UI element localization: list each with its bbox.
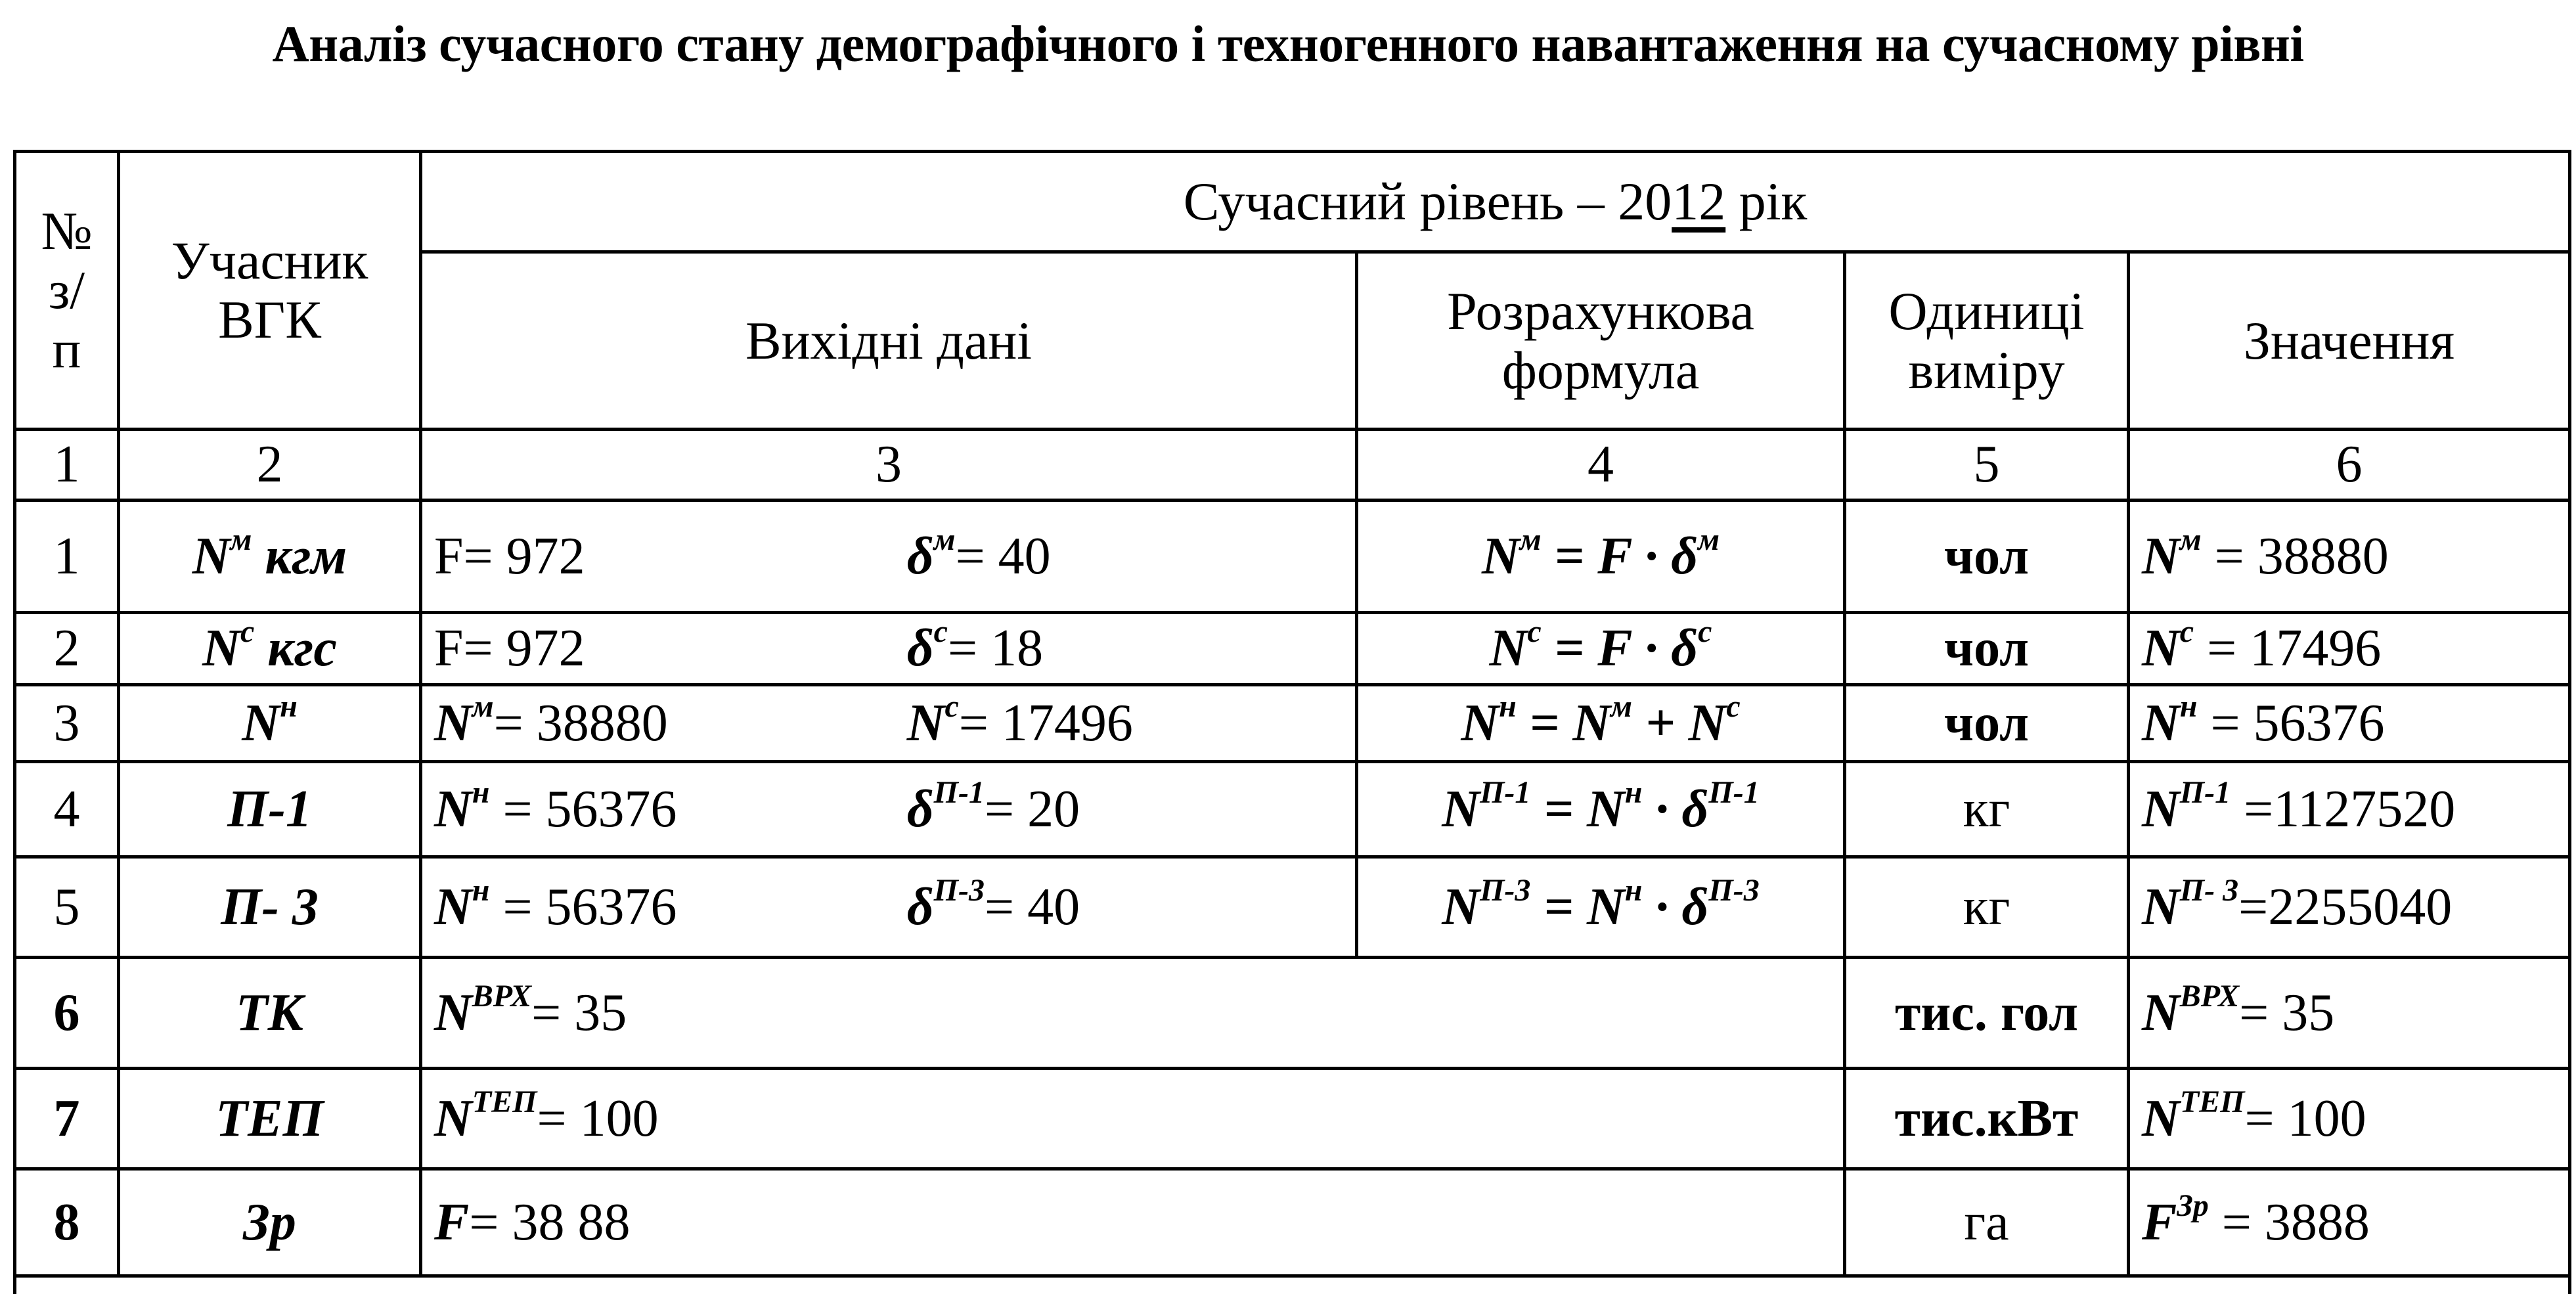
table-row xyxy=(15,685,2570,762)
row-number: 8 xyxy=(15,1169,119,1276)
participant-cell: Зр xyxy=(119,1169,421,1276)
unit-cell: кг xyxy=(1845,857,2129,958)
input-data-cell: F= 972 $\delta^м= 40$ xyxy=(421,500,1357,612)
page-title: Аналіз сучасного стану демографічного і техногенного навантаження на сучасному рівні xyxy=(272,15,2304,72)
table-row xyxy=(15,1169,2570,1276)
header-units: Одиниці виміру xyxy=(1845,252,2129,430)
input-data-cell: $N^м= 38880$ $N^с= 17496$ xyxy=(421,685,1357,762)
unit-cell: кг xyxy=(1845,762,2129,857)
value-cell: $N^{ТЕП}= 100$ xyxy=(2129,1068,2570,1169)
value-cell: $N^{П-1} =1127520$ xyxy=(2129,762,2570,857)
unit-cell: чол xyxy=(1845,612,2129,684)
participant-cell: ТЕП xyxy=(119,1068,421,1169)
row-number: 3 xyxy=(15,685,119,762)
input-data-cell: $N^н = 56376$ $\delta^{П-1}= 20$ xyxy=(421,762,1357,857)
header-num: № з/ п xyxy=(15,152,119,430)
row-number: 6 xyxy=(15,958,119,1068)
header-formula: Розрахункова формула xyxy=(1357,252,1845,430)
table-row xyxy=(15,500,2570,612)
participant-cell: П-1 xyxy=(119,762,421,857)
formula-cell: $N^с = F \cdot \delta^с$ xyxy=(1357,612,1845,684)
col-number: 2 xyxy=(119,430,421,500)
header-input-data: Вихідні дані xyxy=(421,252,1357,430)
input-data-cell: F= 972 $\delta^с= 18$ xyxy=(421,612,1357,684)
participant-cell: ТК xyxy=(119,958,421,1068)
level-year: 12 xyxy=(1672,171,1726,231)
value-cell: $N^н = 56376$ xyxy=(2129,685,2570,762)
input-data-cell: $N^{ВРХ}= 35$ xyxy=(421,958,1845,1068)
formula-cell: $N^{П-3} = N^н \cdot \delta^{П-3}$ xyxy=(1357,857,1845,958)
formula-cell: $N^{П-1} = N^н \cdot \delta^{П-1}$ xyxy=(1357,762,1845,857)
table-row xyxy=(15,762,2570,857)
unit-cell: чол xyxy=(1845,500,2129,612)
header-participant: Учасник ВГК xyxy=(119,152,421,430)
col-number: 5 xyxy=(1845,430,2129,500)
row-number: 7 xyxy=(15,1068,119,1169)
header-value: Значення xyxy=(2129,252,2570,430)
unit-cell: чол xyxy=(1845,685,2129,762)
unit-cell: тис. гол xyxy=(1845,958,2129,1068)
row-number: 1 xyxy=(15,500,119,612)
value-cell: $F^{Зр} = 3888$ xyxy=(2129,1169,2570,1276)
input-data-cell: $N^н = 56376$ $\delta^{П-3}= 40$ xyxy=(421,857,1357,958)
col-number: 1 xyxy=(15,430,119,500)
unit-cell: тис.кВт xyxy=(1845,1068,2129,1169)
row-number: 4 xyxy=(15,762,119,857)
table-row xyxy=(15,857,2570,958)
col-number: 6 xyxy=(2129,430,2570,500)
table-row xyxy=(15,612,2570,684)
row-number: 2 xyxy=(15,612,119,684)
formula-cell: $N^м = F \cdot \delta^м$ xyxy=(1357,500,1845,612)
table-row xyxy=(15,1068,2570,1169)
table-row xyxy=(15,958,2570,1068)
participant-cell: $N^м$ кгм xyxy=(119,500,421,612)
col-number: 4 xyxy=(1357,430,1845,500)
input-data-cell: F= 38 88 xyxy=(421,1169,1845,1276)
participant-cell: $N^н$ xyxy=(119,685,421,762)
value-cell: $N^{ВРХ}= 35$ xyxy=(2129,958,2570,1068)
input-data-cell: $N^{ТЕП}= 100$ xyxy=(421,1068,1845,1169)
participant-cell: $N^с$ кгс xyxy=(119,612,421,684)
value-cell: $N^м = 38880$ xyxy=(2129,500,2570,612)
table-bottom-strip xyxy=(15,1276,2570,1294)
value-cell: $N^{П- 3}=2255040$ xyxy=(2129,857,2570,958)
formula-cell: $N^н = N^м + N^с$ xyxy=(1357,685,1845,762)
unit-cell: га xyxy=(1845,1169,2129,1276)
col-number: 3 xyxy=(421,430,1357,500)
row-number: 5 xyxy=(15,857,119,958)
participant-cell: П- 3 xyxy=(119,857,421,958)
header-current-level: Сучасний рівень – 2012 рік xyxy=(421,152,2570,252)
value-cell: $N^с = 17496$ xyxy=(2129,612,2570,684)
demographic-load-table xyxy=(13,150,2571,1294)
